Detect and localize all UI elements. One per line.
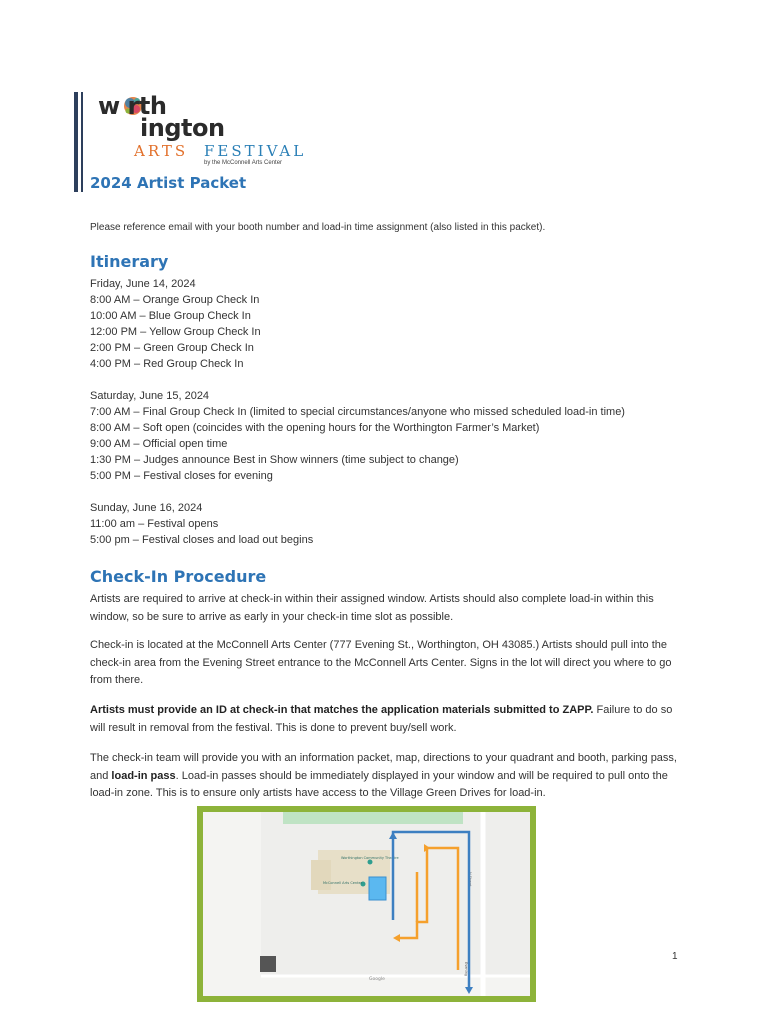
map-label-mac: McConnell Arts Center	[323, 881, 363, 885]
id-requirement-bold: Artists must provide an ID at check-in that matches the application materials submitted to ZAPP.	[90, 704, 594, 716]
itinerary-item: 1:30 PM – Judges announce Best in Show winners (time subject to change)	[90, 454, 459, 466]
checkin-heading: Check-In Procedure	[90, 567, 267, 586]
day-date: Saturday, June 15, 2024	[90, 390, 210, 402]
map-label-street: N Street	[468, 872, 472, 887]
itinerary-item: 8:00 AM – Orange Group Check In	[90, 294, 260, 306]
page-number: 1	[672, 951, 678, 962]
itinerary-item: 12:00 PM – Yellow Group Check In	[90, 326, 261, 338]
itinerary-sunday	[90, 500, 690, 548]
checkin-paragraph-4	[90, 750, 684, 803]
logo-festival: FESTIVAL	[204, 142, 307, 160]
checkin-paragraph-2: Check-in is located at the McConnell Arts Center (777 Evening St., Worthington, OH 43085.) Artists should pull into the check-in area from the Evening Street entrance to the McConnell Arts Center. Signs in the lot will direct you where to go from there.	[90, 639, 672, 686]
pass-text-a: The check-in team will provide you with an information packet, map, directions to your quadrant and booth, parking pass, and	[90, 752, 677, 782]
itinerary-item: 11:00 am – Festival opens	[90, 518, 219, 530]
checkin-map	[197, 806, 536, 1002]
logo-text-line1: w rth	[98, 92, 167, 120]
checkin-paragraph-3	[90, 702, 684, 737]
checkin-area-marker	[369, 877, 386, 900]
id-requirement-rest: Failure to do so will result in removal from the festival. This is done to prevent buy/sell work.	[90, 704, 673, 734]
header-accent-bar-thin	[81, 92, 83, 192]
itinerary-saturday	[90, 388, 690, 484]
itinerary-item: 10:00 AM – Blue Group Check In	[90, 310, 251, 322]
itinerary-item: 9:00 AM – Official open time	[90, 438, 228, 450]
intro-text: Please reference email with your booth number and load-in time assignment (also listed in this packet).	[90, 222, 546, 233]
logo-arts: ARTS	[134, 142, 189, 160]
map-label-evening: Evening	[464, 962, 468, 977]
day-date: Sunday, June 16, 2024	[90, 502, 203, 514]
green-space	[283, 812, 463, 824]
itinerary-item: 7:00 AM – Final Group Check In (limited to special circumstances/anyone who missed scheduled load-in time)	[90, 406, 625, 418]
load-in-pass-bold: load-in pass	[111, 769, 176, 782]
document-title: 2024 Artist Packet	[90, 174, 247, 192]
day-date: Friday, June 14, 2024	[90, 278, 196, 290]
festival-logo	[98, 92, 328, 170]
map-label-theatre: Worthington Community Theatre	[341, 856, 399, 860]
itinerary-friday	[90, 276, 690, 372]
checkin-paragraph-1: Artists are required to arrive at check-in within their assigned window. Artists should also complete load-in within this window, so be sure to arrive as early in your check-in time slot as possible.	[90, 593, 654, 623]
itinerary-item: 5:00 pm – Festival closes and load out begins	[90, 534, 314, 546]
header-accent-bar	[74, 92, 78, 192]
itinerary-item: 4:00 PM – Red Group Check In	[90, 358, 244, 370]
theatre-pin-icon	[368, 860, 373, 865]
itinerary-heading: Itinerary	[90, 252, 169, 271]
logo-byline: by the McConnell Arts Center	[204, 160, 283, 166]
logo-text-line2: ington	[140, 114, 225, 142]
itinerary-item: 2:00 PM – Green Group Check In	[90, 342, 254, 354]
map-layers-icon[interactable]	[260, 956, 276, 972]
map-graphic	[203, 812, 530, 996]
pass-text-b: . Load-in passes should be immediately displayed in your window and will be required to pull onto the load-in zone. This is to ensure only artists have access to the Village Green Drives for load-in.	[90, 769, 668, 799]
itinerary-item: 8:00 AM – Soft open (coincides with the opening hours for the Worthington Farmer’s Market)	[90, 422, 540, 434]
map-google-label: Google	[369, 977, 385, 982]
itinerary-item: 5:00 PM – Festival closes for evening	[90, 470, 273, 482]
